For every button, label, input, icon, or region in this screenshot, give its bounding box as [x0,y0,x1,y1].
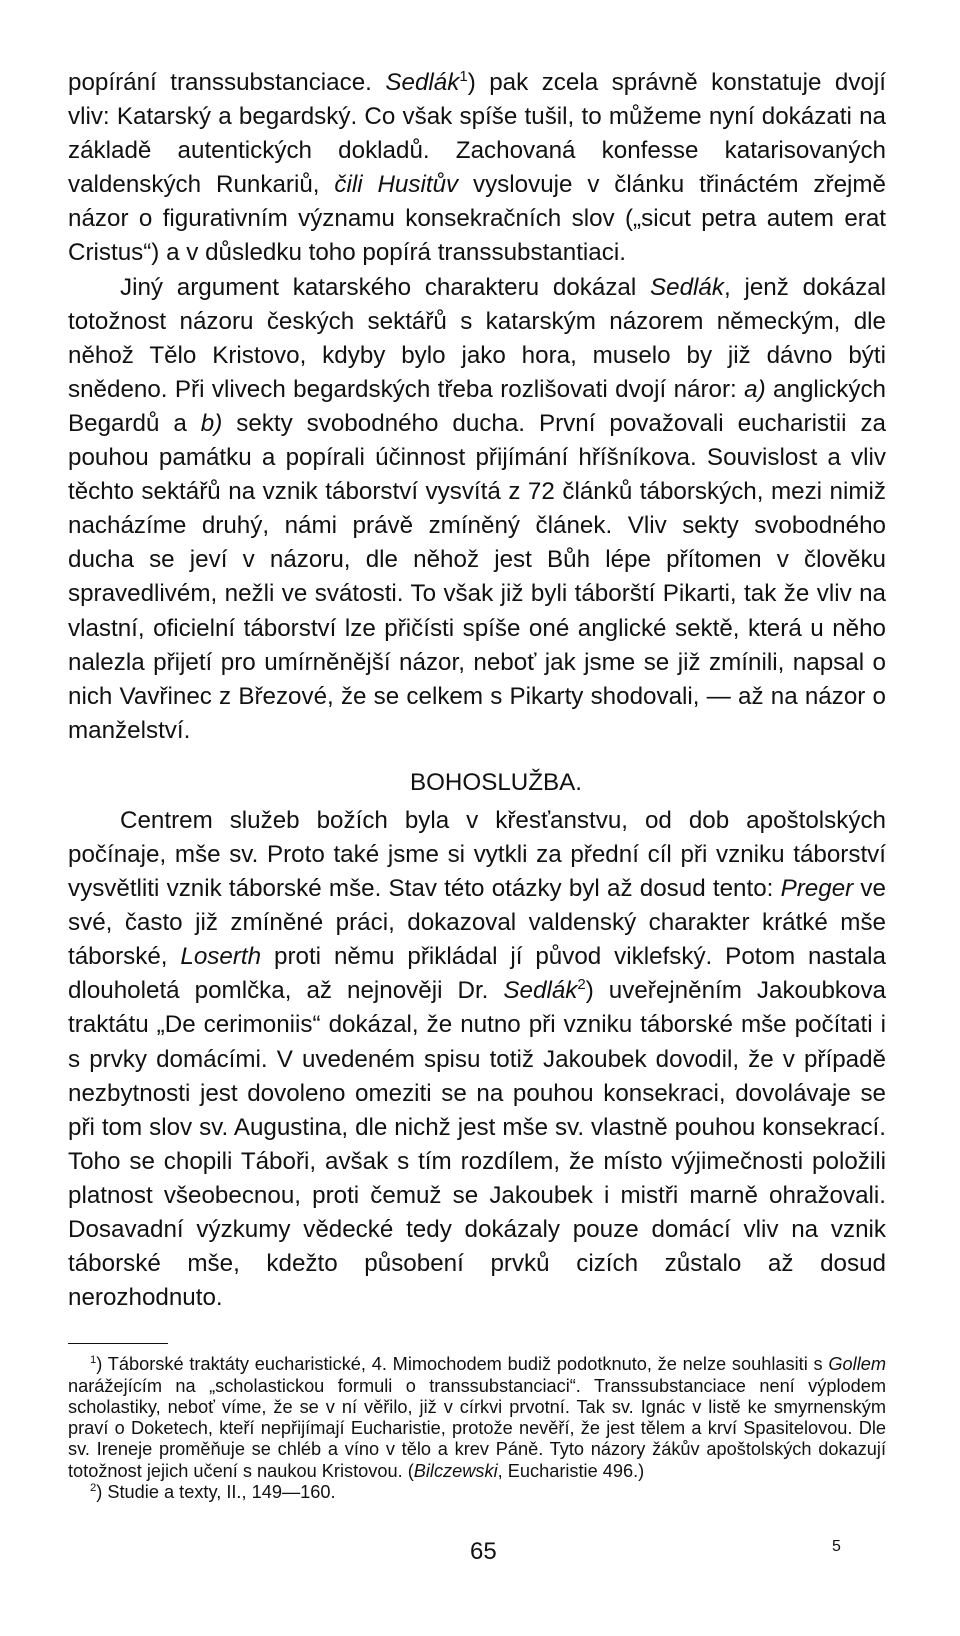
footnote-1 [68,1354,886,1482]
author-name: Preger [780,875,854,903]
author-name: Sedlák [650,273,724,301]
footnote-mark: 1 [90,1354,97,1367]
text-run: ) Táborské traktáty eucharistické, 4. Mimochodem budiž podotknuto, že nelze souhlasiti s [96,1354,829,1375]
footnote-separator [68,1343,168,1344]
author-name: Bilczewski [413,1460,498,1481]
emphasis: čili Husitův [334,171,459,199]
author-name: Gollem [828,1354,886,1375]
text-run: ) Studie a texty, II., 149—160. [96,1482,336,1503]
paragraph-3 [68,804,886,1315]
text-run: Jiný argument katarského charakteru dokázal [120,273,651,301]
paragraph-1 [68,66,886,271]
text-run: vyslovuje v článku třináctém zřejmě názor o figurativním významu konsekračních slov („sicut petra autem erat Cristus“) a v důsledku toho popírá transsubstantiaci. [68,171,887,267]
text-run: , Eucharistie 496.) [497,1460,645,1481]
text-run: ve své, často již zmíněné práci, dokazoval valdenský charakter krátké mše táborské, [68,875,886,971]
page-content [68,66,886,1503]
page-number: 65 [470,1538,497,1565]
author-name: Loserth [180,943,262,971]
signature-mark: 5 [832,1538,841,1555]
footnote-ref-2: 2 [577,976,586,994]
text-run: popírání transsubstanciace. [68,69,386,96]
footnote-mark: 2 [90,1482,97,1494]
emphasis: b) [200,409,223,437]
main-text [68,66,886,1315]
text-run: narážejícím na „scholastickou formuli o transsubstanciaci“. Transsubstanciace není výplodem scholastiky, neboť víme, že se v ní věřilo, již v církvi prvotní. Tak sv. Ignác v listě ke smyrnenským praví o Doketech, kteří nepřijímají Eucharistie, protože nevěří, že jest tělem a krví Spasitelovou. Dle sv. Ireneje proměňuje se chléb a víno v tělo a krev Páně. Tyto názory žákův apoštolských dokazují totožnost jejich učení s naukou Kristovou. ( [68,1375,886,1481]
text-run: proti němu přikládal jí původ viklefský. Potom nastala dlouholetá pomlčka, až nejnověji Dr. [68,943,886,1005]
text-run: anglických Begardů a [68,375,886,437]
text-run: ) pak zcela správně konstatuje dvojí vliv: Katarský a begardský. Co však spíše tušil, to můžeme nyní dokázati na základě autentických dokladů. Zachovaná konfesse katarisovaných valdenských Runkariů, [68,69,886,199]
section-heading: BOHOSLUŽBA. [409,768,583,796]
footnotes [68,1354,886,1503]
emphasis: a) [744,375,766,403]
text-run: ) uveřejněním Jakoubkova traktátu „De cerimoniis“ dokázal, že nutno při vzniku táborské mše počítati i s prvky domácími. V uvedeném spisu totiž Jakoubek dovodil, že v případě nezbytnosti jest dovoleno omeziti se na pouhou konsekraci, dovolávaje se při tom slov sv. Augustina, dle nichž jest mše sv. vlastně pouhou konsekrací. Toho se chopili Táboři, avšak s tím rozdílem, že místo výjimečnosti položili platnost všeobecnou, proti čemuž se Jakoubek i mistři marně ohražovali. Dosavadní výzkumy vědecké tedy dokázaly pouze domácí vliv na vznik táborské mše, kdežto působení prvků cizích zůstalo až dosud nerozhodnuto. [68,977,886,1312]
footnote-2 [68,1482,886,1503]
footnote-ref-1: 1 [459,67,468,85]
text-run: Centrem služeb božích byla v křesťanstvu, od dob apoštolských počínaje, mše sv. Proto také jsme si vytkli za přední cíl při vzniku táborství vysvětliti vznik táborské mše. Stav této otázky byl až dosud tento: [68,806,886,903]
text-run: sekty svobodného ducha. První považovali eucharistii za pouhou památku a popírali účinnost přijímání hříšníkova. Souvislost a vliv těchto sektářů na vznik táborství vysvítá z 72 článků táborských, mezi nimiž nacházíme druhý, námi právě zmíněný článek. Vliv sekty svobodného ducha se jeví v názoru, dle něhož jest Bůh lépe přítomen v člověku spravedlivém, nežli ve svátosti. To však již byli táborští Pikarti, tak že vliv na vlastní, oficielní táborství lze přičísti spíše oné anglické sektě, která u něho nalezla přijetí pro umírněnější názor, neboť jak jsme se již zmínili, napsal o nich Vavřinec z Březové, že se celkem s Pikarty shodovali, — až na názor o manželství. [68,409,886,744]
paragraph-2 [68,271,886,748]
author-name: Sedlák [385,69,460,96]
author-name: Sedlák [503,977,578,1005]
text-run: , jenž dokázal totožnost názoru českých sektářů s katarským názorem německým, dle něhož Tělo Kristovo, kdyby bylo jako hora, muselo by již dávno býti snědeno. Při vlivech begardských třeba rozlišovati dvojí náror: [68,273,886,403]
